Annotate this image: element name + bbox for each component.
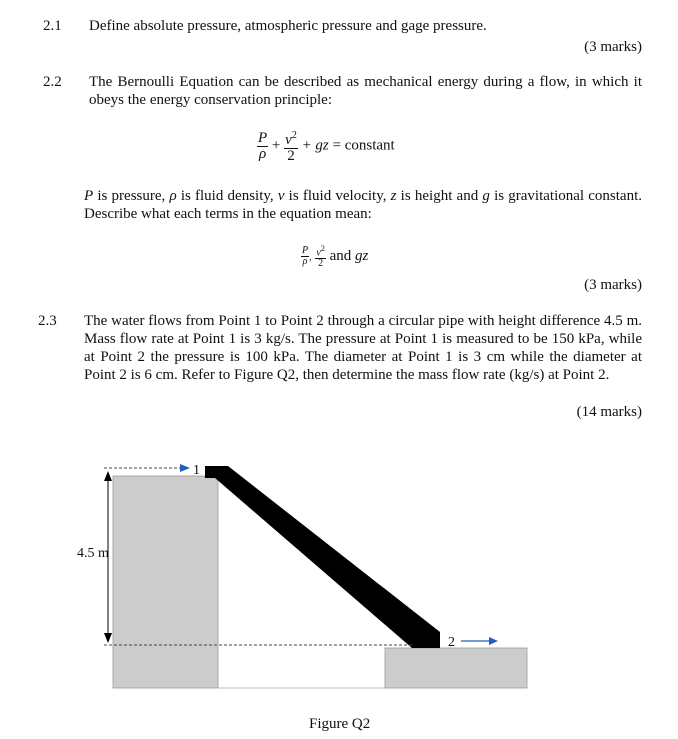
pressure-term-den: ρ [258,145,267,162]
term-b-exp: 2 [320,244,325,253]
point1-label: 1 [193,463,200,478]
term-comma: , [309,252,312,264]
right-block [385,648,527,688]
q22-number: 2.2 [43,74,62,90]
term-and: and [325,248,355,265]
point2-label: 2 [448,635,455,650]
point2-arrow-icon [489,637,498,645]
q22-text: The Bernoulli Equation can be described as mechanical energy during a flow, in which it obeys the energy conservation principle: [89,74,642,108]
velocity-term-num: v [285,132,292,148]
term-b-num: v [316,247,321,259]
left-block [113,476,218,688]
desc-seg: is fluid density, [176,188,278,204]
q21-marks: (3 marks) [584,39,642,55]
point1-arrow-icon [180,464,190,472]
desc-seg: is gravitational constant. Describe what each terms in the equation mean: [84,188,642,222]
equals-constant: = constant [332,137,395,154]
pipe-outlet [412,633,440,648]
var-p: P [84,188,94,204]
dimension-arrow-down-icon [104,633,112,643]
q23-text: The water flows from Point 1 to Point 2 through a circular pipe with height difference 4.5 m. Mass flow rate at Point 1 is 3 kg/s. The pressure at Point 1 is measured to be 150 kPa, while at Point 2 the pressure is 100 kPa. The diameter at Point 1 is 3 cm while the diameter at Point 2 is 6 cm. Refer to Figure Q2, then determine the mass flow rate (kg/s) at Point 2. [84,313,642,383]
velocity-term-exp: 2 [291,130,297,141]
q23-marks: (14 marks) [576,404,642,420]
desc-seg: is pressure, [93,188,170,204]
term-b-den: 2 [318,258,324,270]
var-v: v [277,188,285,204]
var-rho: ρ [169,188,177,204]
velocity-term-den: 2 [287,148,295,164]
desc-seg: is fluid velocity, [284,188,391,204]
q21-text: Define absolute pressure, atmospheric pressure and gage pressure. [89,18,487,34]
pipe [205,466,440,648]
figure-caption: Figure Q2 [309,716,371,732]
plus-sign: + [271,137,281,154]
pressure-term-num: P [258,129,268,146]
term-gz: gz [354,248,369,265]
desc-seg: is height and [396,188,483,204]
q21-number: 2.1 [43,18,62,34]
dimension-arrow-up-icon [104,471,112,481]
var-g: g [482,188,490,204]
q22-marks: (3 marks) [584,277,642,293]
gz-term: + gz [301,137,329,154]
height-label: 4.5 m [77,546,109,561]
var-z: z [390,188,397,204]
term-a-num: P [302,245,309,257]
term-a-den: ρ [302,256,308,268]
q23-number: 2.3 [38,313,57,329]
